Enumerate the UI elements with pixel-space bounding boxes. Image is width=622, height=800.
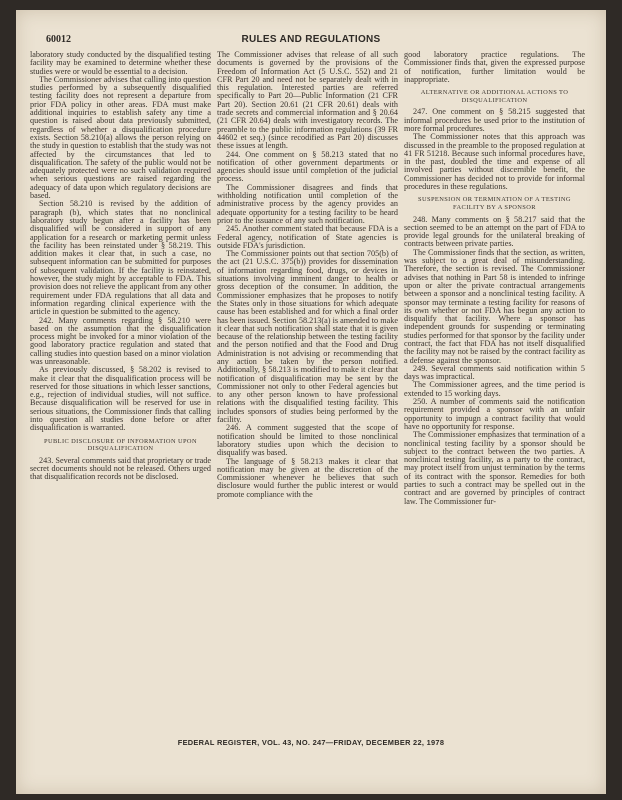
section-heading: PUBLIC DISCLOSURE OF INFORMATION UPON DISQUALIFICATION <box>44 437 197 453</box>
paragraph: 249. Several comments said notification within 5 days was impractical. <box>404 363 585 382</box>
paragraph: 250. A number of comments said the notification requirement provided a sponsor with an unfair opportunity to impugn a contract facility that would have no opportunity for response. <box>404 397 585 431</box>
paragraph: 244. One comment on § 58.213 stated that no notification of other government departments or agencies should issue until completion of the judicial process. <box>217 149 398 184</box>
paragraph: The language of § 58.213 makes it clear that notification may be given at the discretion of the Commissioner whenever he believes that such disclosure would further the public interest or would promote compliance with the <box>217 456 398 499</box>
paragraph: The Commissioner notes that this approach was discussed in the preamble to the proposed regulation at 41 FR 51218. Because such informal procedures have, in the past, doubled the time and expense of all involved parties without discernible benefit, the Commissioner has decided not to provide for informal procedures in these regulations. <box>404 132 585 192</box>
paragraph: laboratory study conducted by the disqualified testing facility may be examined to determine whether these studies were or would be essential to a decision. <box>30 50 211 76</box>
paragraph: good laboratory practice regulations. The Commissioner finds that, given the expressed purpose of notification, further limitation would be inappropriate. <box>404 50 585 84</box>
paragraph: Section 58.210 is revised by the addition of paragraph (b), which states that no nonclinical laboratory study begun after a facility has been disqualified will be considered in support of any application for a research or marketing permit unless the facility has been reinstated under § 58.219. This addition makes it clear that, in such a case, no subsequent information can be submitted for purposes of subsequent validation. If the facility is reinstated, however, the study might by acceptable to FDA. This provision does not relieve the applicant from any other requirement under FDA regulations that all data and information regarding clinical experience with the article in question be submitted to the agency. <box>30 199 211 317</box>
paragraph: The Commissioner disagrees and finds that withholding notification until completion of the administrative process by the agency provides an adequate opportunity for a testing facility to be heard prior to the issuance of any such notification. <box>217 182 398 225</box>
paragraph: 245. Another comment stated that because FDA is a Federal agency, notification of State agencies is outside FDA's jurisdiction. <box>217 224 398 250</box>
page-footer: FEDERAL REGISTER, VOL. 43, NO. 247—FRIDAY, DECEMBER 22, 1978 <box>177 738 445 747</box>
paragraph: 242. Many comments regarding § 58.210 were based on the assumption that the disqualification process might be invoked for a minor violation of the good laboratory practice regulation and stated that calling studies into question based on a minor violation was unreasonable. <box>30 315 212 366</box>
paragraph: As previously discussed, § 58.202 is revised to make it clear that the disqualification process will be reserved for those situations in which lesser sanctions, e.g., rejection of individual studies, will not suffice. Because disqualification will be reserved for use in serious situations, the Commissioner finds that calling into question all studies done before or after disqualification is warranted. <box>30 365 211 433</box>
paragraph: The Commissioner finds that the section, as written, was subject to a great deal of misunderstanding. Therefore, the section is revised. The Commissioner advises that nothing in Part 58 is intended to infringe upon or alter the private contractual arrangements between a sponsor and a nonclinical testing facility. A sponsor may terminate a testing facility for reasons of its own whether or not FDA has begun any action to disqualify that facility. Where a sponsor has independent grounds for suspending or terminating studies performed for that sponsor by the facility under contract, the fact that FDA has not itself disqualified the facility may not be raised by the contract facility as a defense against the sponsor. <box>404 247 585 365</box>
paragraph: 243. Several comments said that proprietary or trade secret documents should not be released. Others urged that disqualification records not be disclosed. <box>30 455 211 482</box>
document-page <box>16 10 606 794</box>
paragraph: The Commissioner emphasizes that termination of a nonclinical testing facility by a sponsor should be subject to the contract between the two parties. A nonclinical testing facility, as a party to the contract, may protect itself from unjust termination by the terms of its contract with the sponsor. Remedies for both parties to such a contract may be spelled out in the contract and are governed by principles of contract law. The Commissioner fur- <box>404 430 585 506</box>
paragraph: The Commissioner advises that calling into question studies performed by a subsequently disqualified testing facility does not represent a departure from prior FDA policy in other areas. FDA must make additional inquiries to establish safety any time a question is raised about data previously submitted, regardless of whether a disqualification procedure exists. Section 58.210(a) allows the person relying on the study in question to establish that the study was not affected by the circumstances that led to disqualification. The safety of the public would not be adequately protected were no such validation required when serious questions are raised regarding the adequacy of data upon which regulatory decisions are based. <box>30 74 211 201</box>
column-2 <box>217 51 398 499</box>
section-heading: ALTERNATIVE OR ADDITIONAL ACTIONS TO DISQUALIFICATION <box>420 89 569 104</box>
column-1 <box>30 51 211 482</box>
paragraph: The Commissioner points out that section 705(b) of the act (21 U.S.C. 375(b)) provides for dissemination of information regarding food, drugs, or devices in situations involving imminent danger to health or gross deception of the consumer. In addition, the Commissioner emphasizes that he proposes to notify the States only in those situations for which adequate cause has been established and for which a final order has been issued. Section 58.213(a) is amended to make it clear that such notification shall state that it is given because of the relationship between the testing facility and the person notified and that the Food and Drug Administration is not advising or recommending that any action be taken by the person notified. Additionally, § 58.213 is modified to make it clear that notification of disqualification may be sent by the Commissioner not only to other Federal agencies but to any other person known to have professional relations with the disqualified testing facility. This includes sponsors of studies being performed by the facility. <box>217 249 398 425</box>
running-header: RULES AND REGULATIONS <box>241 34 381 45</box>
paragraph: The Commissioner agrees, and the time period is extended to 15 working days. <box>404 380 585 398</box>
paragraph: 247. One comment on § 58.215 suggested that informal procedures be used prior to the institution of more formal procedures. <box>404 107 585 133</box>
paragraph: The Commissioner advises that release of all such documents is governed by the provisions of the Freedom of Information Act (5 U.S.C. 552) and 21 CFR Part 20 and need not be separately dealt with in this regulation. Interested parties are referred specifically to Part 20—Public Information (21 CFR Part 20). Section 20.61 (21 CFR 20.61) deals with trade secrets and commercial information and § 20.64 (21 CFR 20.64) deals with investigatory records. The preamble to the public information regulations (39 FR 44602 et seq.) (since recodified as Part 20) discusses these issues at length. <box>217 50 398 151</box>
page-number: 60012 <box>46 34 71 45</box>
paragraph: 248. Many comments on § 58.217 said that the section seemed to be an attempt on the part of FDA to provide legal grounds for the unilateral breaking of contracts between private parties. <box>404 214 585 249</box>
paragraph: 246. A comment suggested that the scope of notification should be limited to those nonclinical laboratory studies upon which the decision to disqualify was based. <box>217 423 398 458</box>
section-heading: SUSPENSION OR TERMINATION OF A TESTING FACILITY BY A SPONSOR <box>418 196 571 211</box>
column-3 <box>404 51 585 506</box>
